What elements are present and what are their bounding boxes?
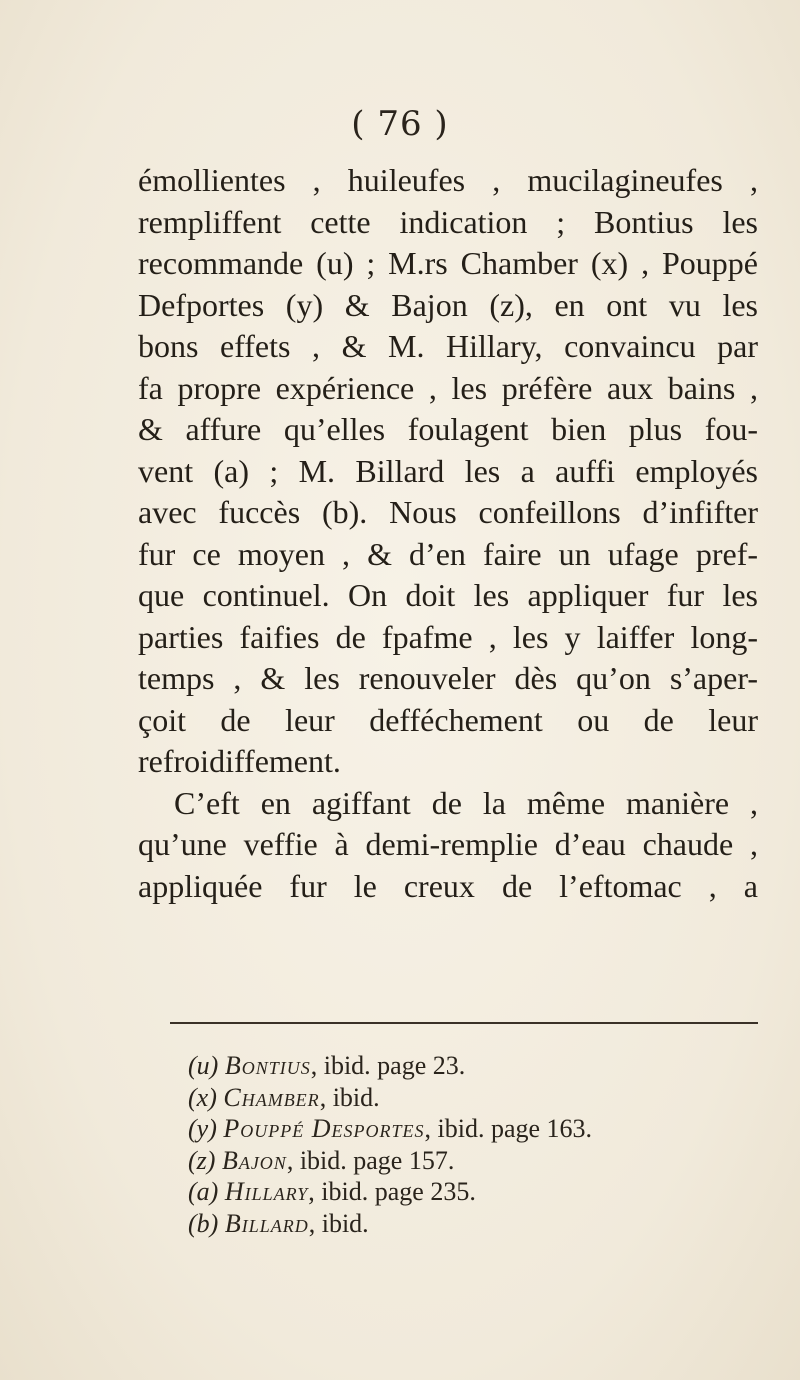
page-number: ( 76 ): [351, 104, 449, 144]
footnote: [188, 1082, 748, 1114]
footnote: [188, 1145, 748, 1177]
text-line: & affure qu’elles foulagent bien plus fou-: [138, 411, 758, 447]
text-line: fa propre expérience , les préfère aux bains ,: [138, 369, 758, 406]
text-line: refroidiffement.: [138, 743, 341, 779]
main-text: [138, 160, 758, 907]
footnote: [188, 1208, 748, 1240]
footnote-author: Bajon: [221, 1145, 287, 1175]
footnote-author: Bontius: [224, 1051, 311, 1080]
text-line: recommande (u) ; M.rs Chamber (x) , Pouppé: [138, 245, 758, 281]
text-line: vent (a) ; M. Billard les a auffi employés: [138, 452, 758, 489]
footnote: [188, 1113, 748, 1145]
text-line: C’eft en agiffant de la même manière ,: [174, 784, 758, 821]
text-line: qu’une veffie à demi-remplie d’eau chaude ,: [138, 826, 758, 862]
footnote-ref: , ibid. page 23.: [310, 1051, 466, 1080]
text-line: fur ce moyen , & d’en faire un ufage pref-: [138, 535, 758, 572]
footnote-author: Pouppé Desportes: [223, 1114, 425, 1143]
footnote-ref: , ibid. page 163.: [424, 1114, 593, 1143]
footnote-author: Chamber: [223, 1082, 320, 1112]
footnote-mark: (y): [188, 1114, 217, 1143]
text-line: que continuel. On doit les appliquer fur les: [138, 577, 758, 613]
footnote: [188, 1050, 748, 1082]
footnote-mark: (x): [188, 1082, 217, 1112]
footnote-mark: (b): [188, 1208, 219, 1238]
text-line: émollientes , huileufes , mucilagineufes ,: [138, 162, 758, 198]
footnote-mark: (u): [188, 1051, 219, 1080]
text-line: Defportes (y) & Bajon (z), en ont vu les: [138, 286, 758, 323]
footnote-ref: , ibid. page 235.: [308, 1177, 476, 1206]
text-line: avec fuccès (b). Nous confeillons d’infifter: [138, 494, 758, 530]
text-line: bons effets , & M. Hillary, convaincu par: [138, 328, 758, 364]
text-line: çoit de leur defféchement ou de leur: [138, 701, 758, 738]
footnote-author: Hillary: [224, 1177, 309, 1206]
text-line: parties faifies de fpafme , les y laiffer long-: [138, 618, 758, 655]
text-line: appliquée fur le creux de l’eftomac , a: [138, 867, 758, 904]
text-line: temps , & les renouveler dès qu’on s’aper-: [138, 660, 758, 696]
footnote-ref: , ibid.: [319, 1082, 380, 1112]
footnote-mark: (z): [188, 1145, 216, 1175]
footnote-mark: (a): [188, 1177, 219, 1206]
footnote-ref: , ibid.: [308, 1208, 369, 1238]
footnote-ref: , ibid. page 157.: [286, 1145, 455, 1175]
footnotes: [188, 1050, 748, 1239]
footnote-divider: [170, 1022, 758, 1024]
text-line: rempliffent cette indication ; Bontius les: [138, 203, 758, 240]
footnote: [188, 1176, 748, 1208]
footnote-author: Billard: [224, 1208, 309, 1238]
